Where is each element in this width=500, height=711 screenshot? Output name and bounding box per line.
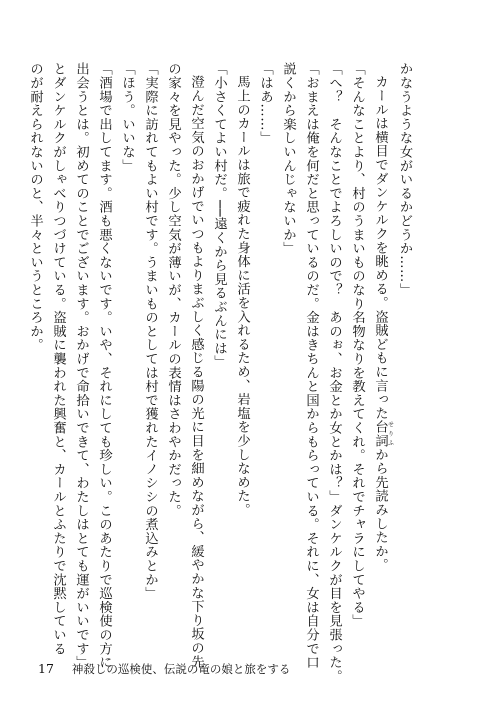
- text-line: 「へ？ そんなことでよろしいので？ あのぉ、お金とか女とかは？」ダンケルクが目を見張った。: [326, 62, 342, 683]
- page-number: 17: [38, 661, 54, 676]
- text-line: 「酒場で出してます。酒も悪くないです。いや、それにしても珍しい。このあたりで巡検使の方に: [96, 62, 112, 670]
- text-line: 「はあ……」: [257, 62, 273, 145]
- text-line: 「ほう。いいな」: [119, 62, 135, 173]
- text-line: かなうような女がいるかどうか……」: [397, 62, 412, 297]
- text-line: 「小さくてよい村だ。──遠くから見るぶんには」: [211, 62, 227, 369]
- ruby-base: 台詞: [372, 420, 388, 448]
- text-line: 「そんなことより、村のうまいものなり名物なりを教えてくれ。それでチャラにしてやる」: [349, 62, 365, 628]
- text-line: の家々を見やった。少し空気が薄いが、カールの表情はさわやかだった。: [165, 62, 181, 518]
- text-line: 説くから楽しいんじゃないか」: [280, 62, 296, 256]
- text-line: とダンケルクがしゃべりつづけている。盗賊に襲われた興奮と、カールとふたりで沈黙している: [50, 62, 66, 656]
- text-line: 出会うとは。初めてのことでございます。おかげで命拾いできて、わたしはとても運がいいです」: [73, 62, 89, 670]
- ruby-annotation: [372, 420, 394, 448]
- text-line: 澄んだ空気のおかげでいつもよりまぶしく感じる陽の光に目を細めながら、緩やかな下り坂の先: [188, 75, 204, 669]
- text-line: カールは横目でダンケルクを眺める。盗賊どもに言った台詞 せりふから先読みしたか。: [372, 75, 394, 573]
- text-line: 「おまえは俺を何だと思っているのだ。金はきちんと国からもらっている。それに、女は自分で口: [303, 62, 319, 670]
- book-title: 神殺しの巡検使、伝説の竜の娘と旅をする: [71, 662, 291, 676]
- ruby-reading: せりふ: [386, 420, 394, 448]
- text-line: 馬上のカールは旅で疲れた身体に活を入れるため、岩塩を少しなめた。: [234, 75, 250, 517]
- text-line: 「実際に訪れてもよい村です。うまいものとしては村で獲れたイノシシの煮込みとか」: [142, 62, 158, 601]
- page-footer: [38, 661, 290, 677]
- text-line: のが耐えられないのと、半々というところか。: [27, 62, 43, 352]
